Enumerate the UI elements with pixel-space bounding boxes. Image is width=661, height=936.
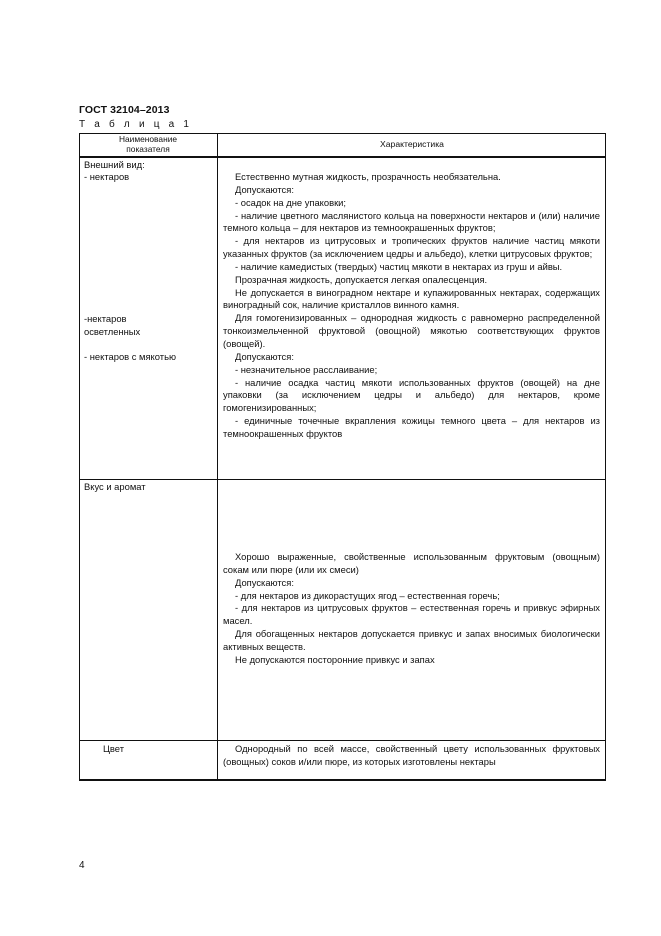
row1-characteristic bbox=[223, 171, 600, 441]
row3-characteristic bbox=[223, 743, 600, 769]
table-bottom-border bbox=[79, 779, 606, 781]
row1-text-9: Для гомогенизированных – однородная жидкость с равномерно распределенной тонкоизмельченной фруктовой (овощной) мякотью соответствующих фруктов (овощей). bbox=[223, 312, 600, 349]
table-right-border bbox=[605, 133, 606, 781]
row1-label-clarified-1: -нектаров bbox=[84, 313, 127, 324]
header-characteristic: Характеристика bbox=[380, 139, 444, 149]
row1-text-4: - наличие цветного маслянистого кольца на поверхности нектаров и (или) наличие темного кольца – для нектаров из темноокрашенных фруктов; bbox=[223, 209, 600, 234]
row1-text-6: - наличие камедистых (твердых) частиц мякоти в нектарах из груш и айвы. bbox=[235, 260, 563, 272]
header-indicator-line1: Наименование bbox=[118, 134, 178, 144]
row3-label-color: Цвет bbox=[103, 743, 125, 754]
characteristics-table bbox=[79, 133, 606, 781]
row1-text-8: Не допускается в виноградном нектаре и купажированных нектарах, содержащих виноградный сок, наличие кристаллов винного камня. bbox=[223, 286, 600, 311]
row1-text-5: - для нектаров из цитрусовых и тропических фруктов наличие частиц мякоти указанных фруктов (за исключением цедры и альбедо), клетки цитрусовых фруктов; bbox=[223, 235, 600, 260]
row2-text-6: Не допускаются посторонние привкус и запах bbox=[235, 653, 435, 665]
row1-text-10: Допускаются: bbox=[235, 350, 294, 362]
row2-text-2: Допускаются: bbox=[235, 576, 294, 588]
table-left-border bbox=[79, 133, 80, 781]
row1-text-3: - осадок на дне упаковки; bbox=[235, 196, 347, 208]
row1-label-appearance: Внешний вид: bbox=[84, 159, 145, 170]
row2-characteristic bbox=[223, 551, 600, 667]
row2-label-taste-aroma: Вкус и аромат bbox=[84, 481, 146, 492]
page-number: 4 bbox=[79, 860, 85, 871]
row-divider-2 bbox=[79, 740, 606, 741]
row1-text-12: - наличие осадка частиц мякоти использованных фруктов (овощей) на дне упаковки (за исключением цедры и альбедо) для нектаров, кроме гомогенизированных; bbox=[223, 376, 600, 414]
row1-label-nectars: - нектаров bbox=[84, 171, 130, 182]
table-label: Т а б л и ц а 1 bbox=[79, 119, 193, 130]
row2-text-4: - для нектаров из цитрусовых фруктов – естественная горечь и привкус эфирных масел. bbox=[223, 602, 600, 627]
row1-text-11: - незначительное расслаивание; bbox=[235, 363, 378, 375]
row2-text-5: Для обогащенных нектаров допускается привкус и запах вносимых биологически активных веществ. bbox=[223, 628, 600, 652]
header-indicator-name bbox=[79, 133, 217, 157]
row1-text-2: Допускаются: bbox=[235, 183, 294, 195]
row2-text-1: Хорошо выраженные, свойственные использованным фруктовым (овощным) сокам или пюре (или их смеси) bbox=[223, 551, 600, 575]
row3-text-1: Однородный по всей массе, свойственный цвету использованных фруктовых (овощных) соков и/или пюре, из которых изготовлены нектары bbox=[223, 743, 600, 767]
row1-label-with-pulp: - нектаров с мякотью bbox=[84, 351, 176, 362]
header-indicator-line2: показателя bbox=[126, 144, 170, 154]
standard-id: ГОСТ 32104–2013 bbox=[79, 104, 170, 116]
row1-text-7: Прозрачная жидкость, допускается легкая опалесценция. bbox=[235, 273, 488, 285]
row1-text-13: - единичные точечные вкрапления кожицы темного цвета – для нектаров из темноокрашенных фруктов bbox=[223, 415, 600, 439]
row2-text-3: - для нектаров из дикорастущих ягод – естественная горечь; bbox=[235, 589, 500, 601]
column-divider bbox=[217, 133, 218, 781]
row-divider-1 bbox=[79, 479, 606, 480]
row1-text-1: Естественно мутная жидкость, прозрачность необязательна. bbox=[235, 171, 501, 182]
row1-label-clarified-2: осветленных bbox=[84, 326, 141, 337]
